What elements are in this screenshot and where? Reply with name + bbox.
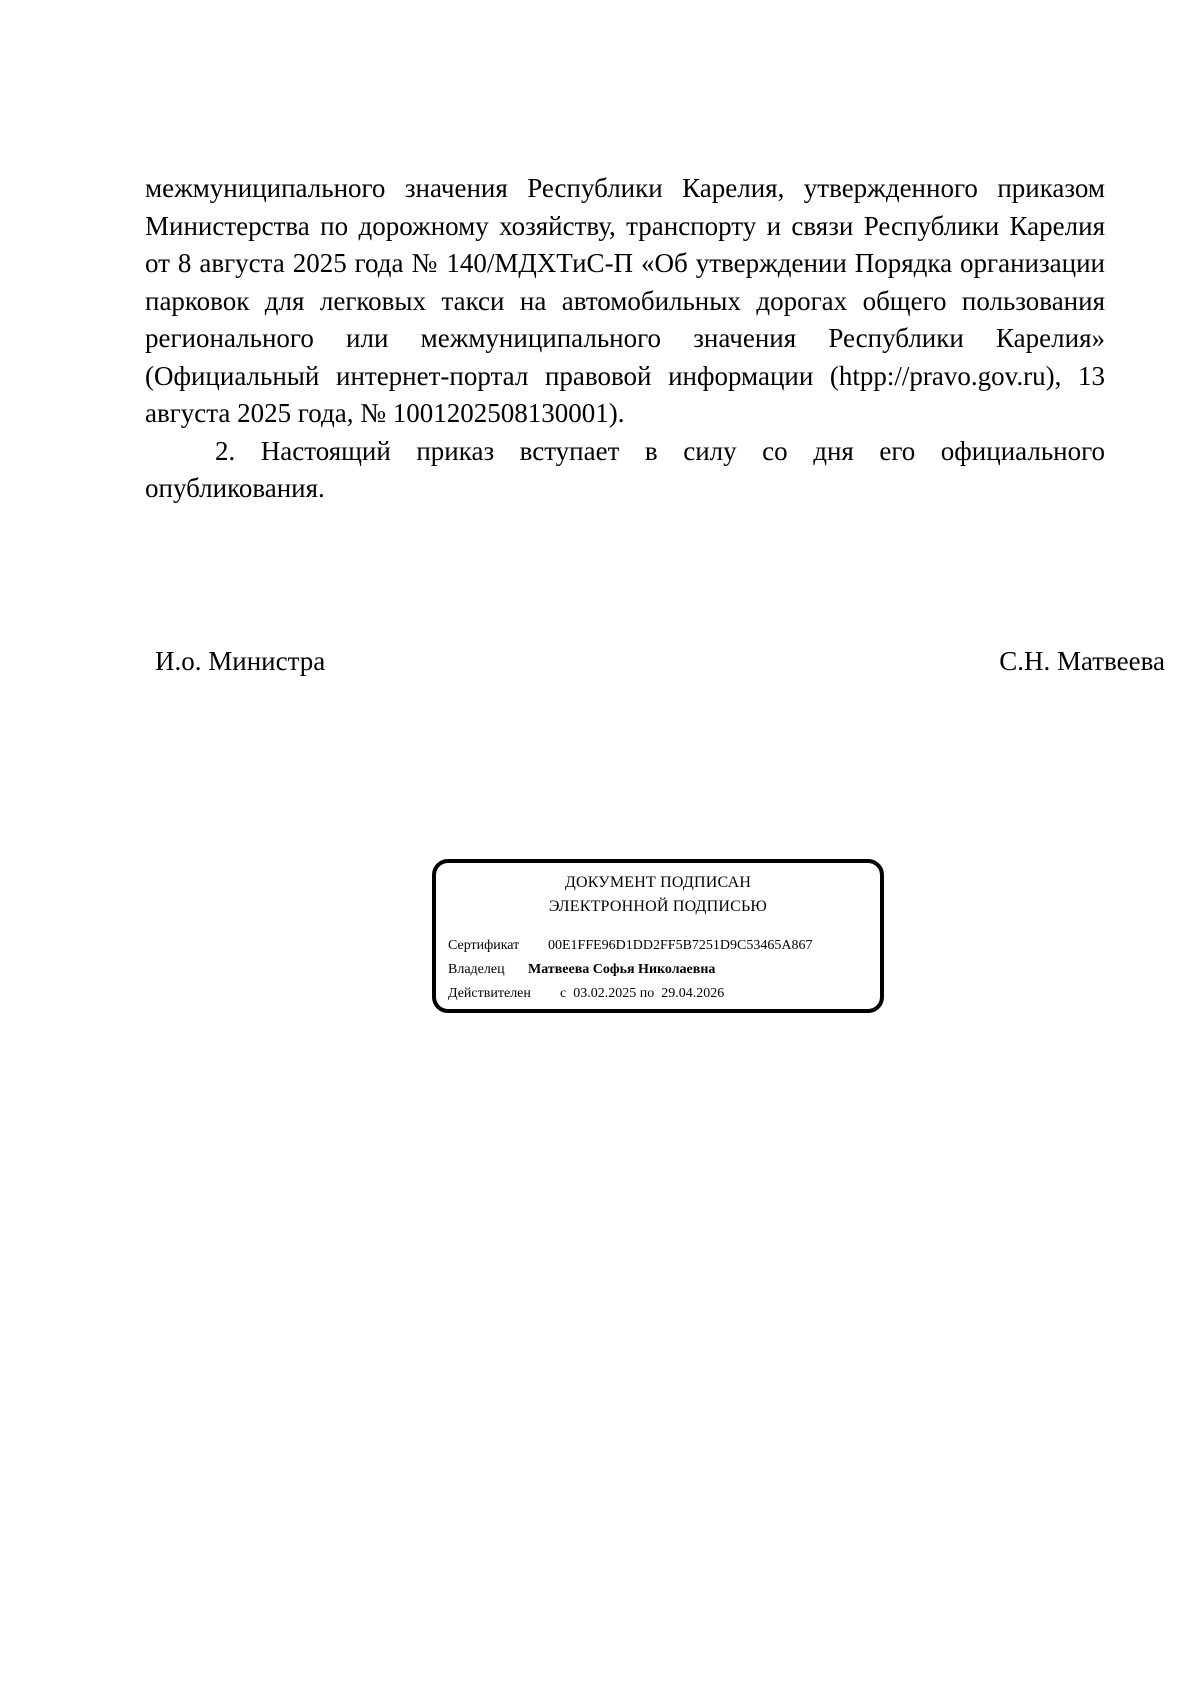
owner-value: Матвеева Софья Николаевна [528, 962, 716, 977]
stamp-title [436, 871, 880, 919]
stamp-certificate-row [448, 937, 812, 955]
paragraph-continuation: межмуниципального значения Республики Карелия, утвержденного приказом Министерства по дорожному хозяйству, транспорту и связи Республики Карелия от 8 августа 2025 года № 140/МДХТиС-П «Об утверждении Порядка организации парковок для легковых такси на автомобильных дорогах общего пользования регионального или межмуниципального значения Республики Карелия» (Официальный интернет-портал правовой информации (htpp://pravo.gov.ru), 13 августа 2025 года, № 1001202508130001). [145, 173, 1105, 428]
valid-label: Действителен [448, 986, 531, 1001]
stamp-title-line1: ДОКУМЕНТ ПОДПИСАН [564, 874, 752, 891]
paragraph-item-2: 2. Настоящий приказ вступает в силу со дня его официального опубликования. [145, 435, 1105, 503]
signatory-position: И.о. Министра [155, 646, 326, 676]
signatory-name: С.Н. Матвеева [999, 646, 1165, 676]
document-body [145, 170, 1105, 508]
stamp-owner-row [448, 961, 715, 979]
owner-label: Владелец [448, 962, 505, 977]
signature-block [155, 644, 1165, 678]
electronic-signature-stamp [432, 859, 884, 1013]
certificate-value: 00E1FFE96D1DD2FF5B7251D9C53465A867 [548, 938, 813, 953]
valid-value: с 03.02.2025 по 29.04.2026 [560, 986, 725, 1001]
stamp-title-line2: ЭЛЕКТРОННОЙ ПОДПИСЬЮ [548, 898, 768, 915]
stamp-validity-row [448, 985, 724, 1003]
certificate-label: Сертификат [448, 938, 520, 953]
